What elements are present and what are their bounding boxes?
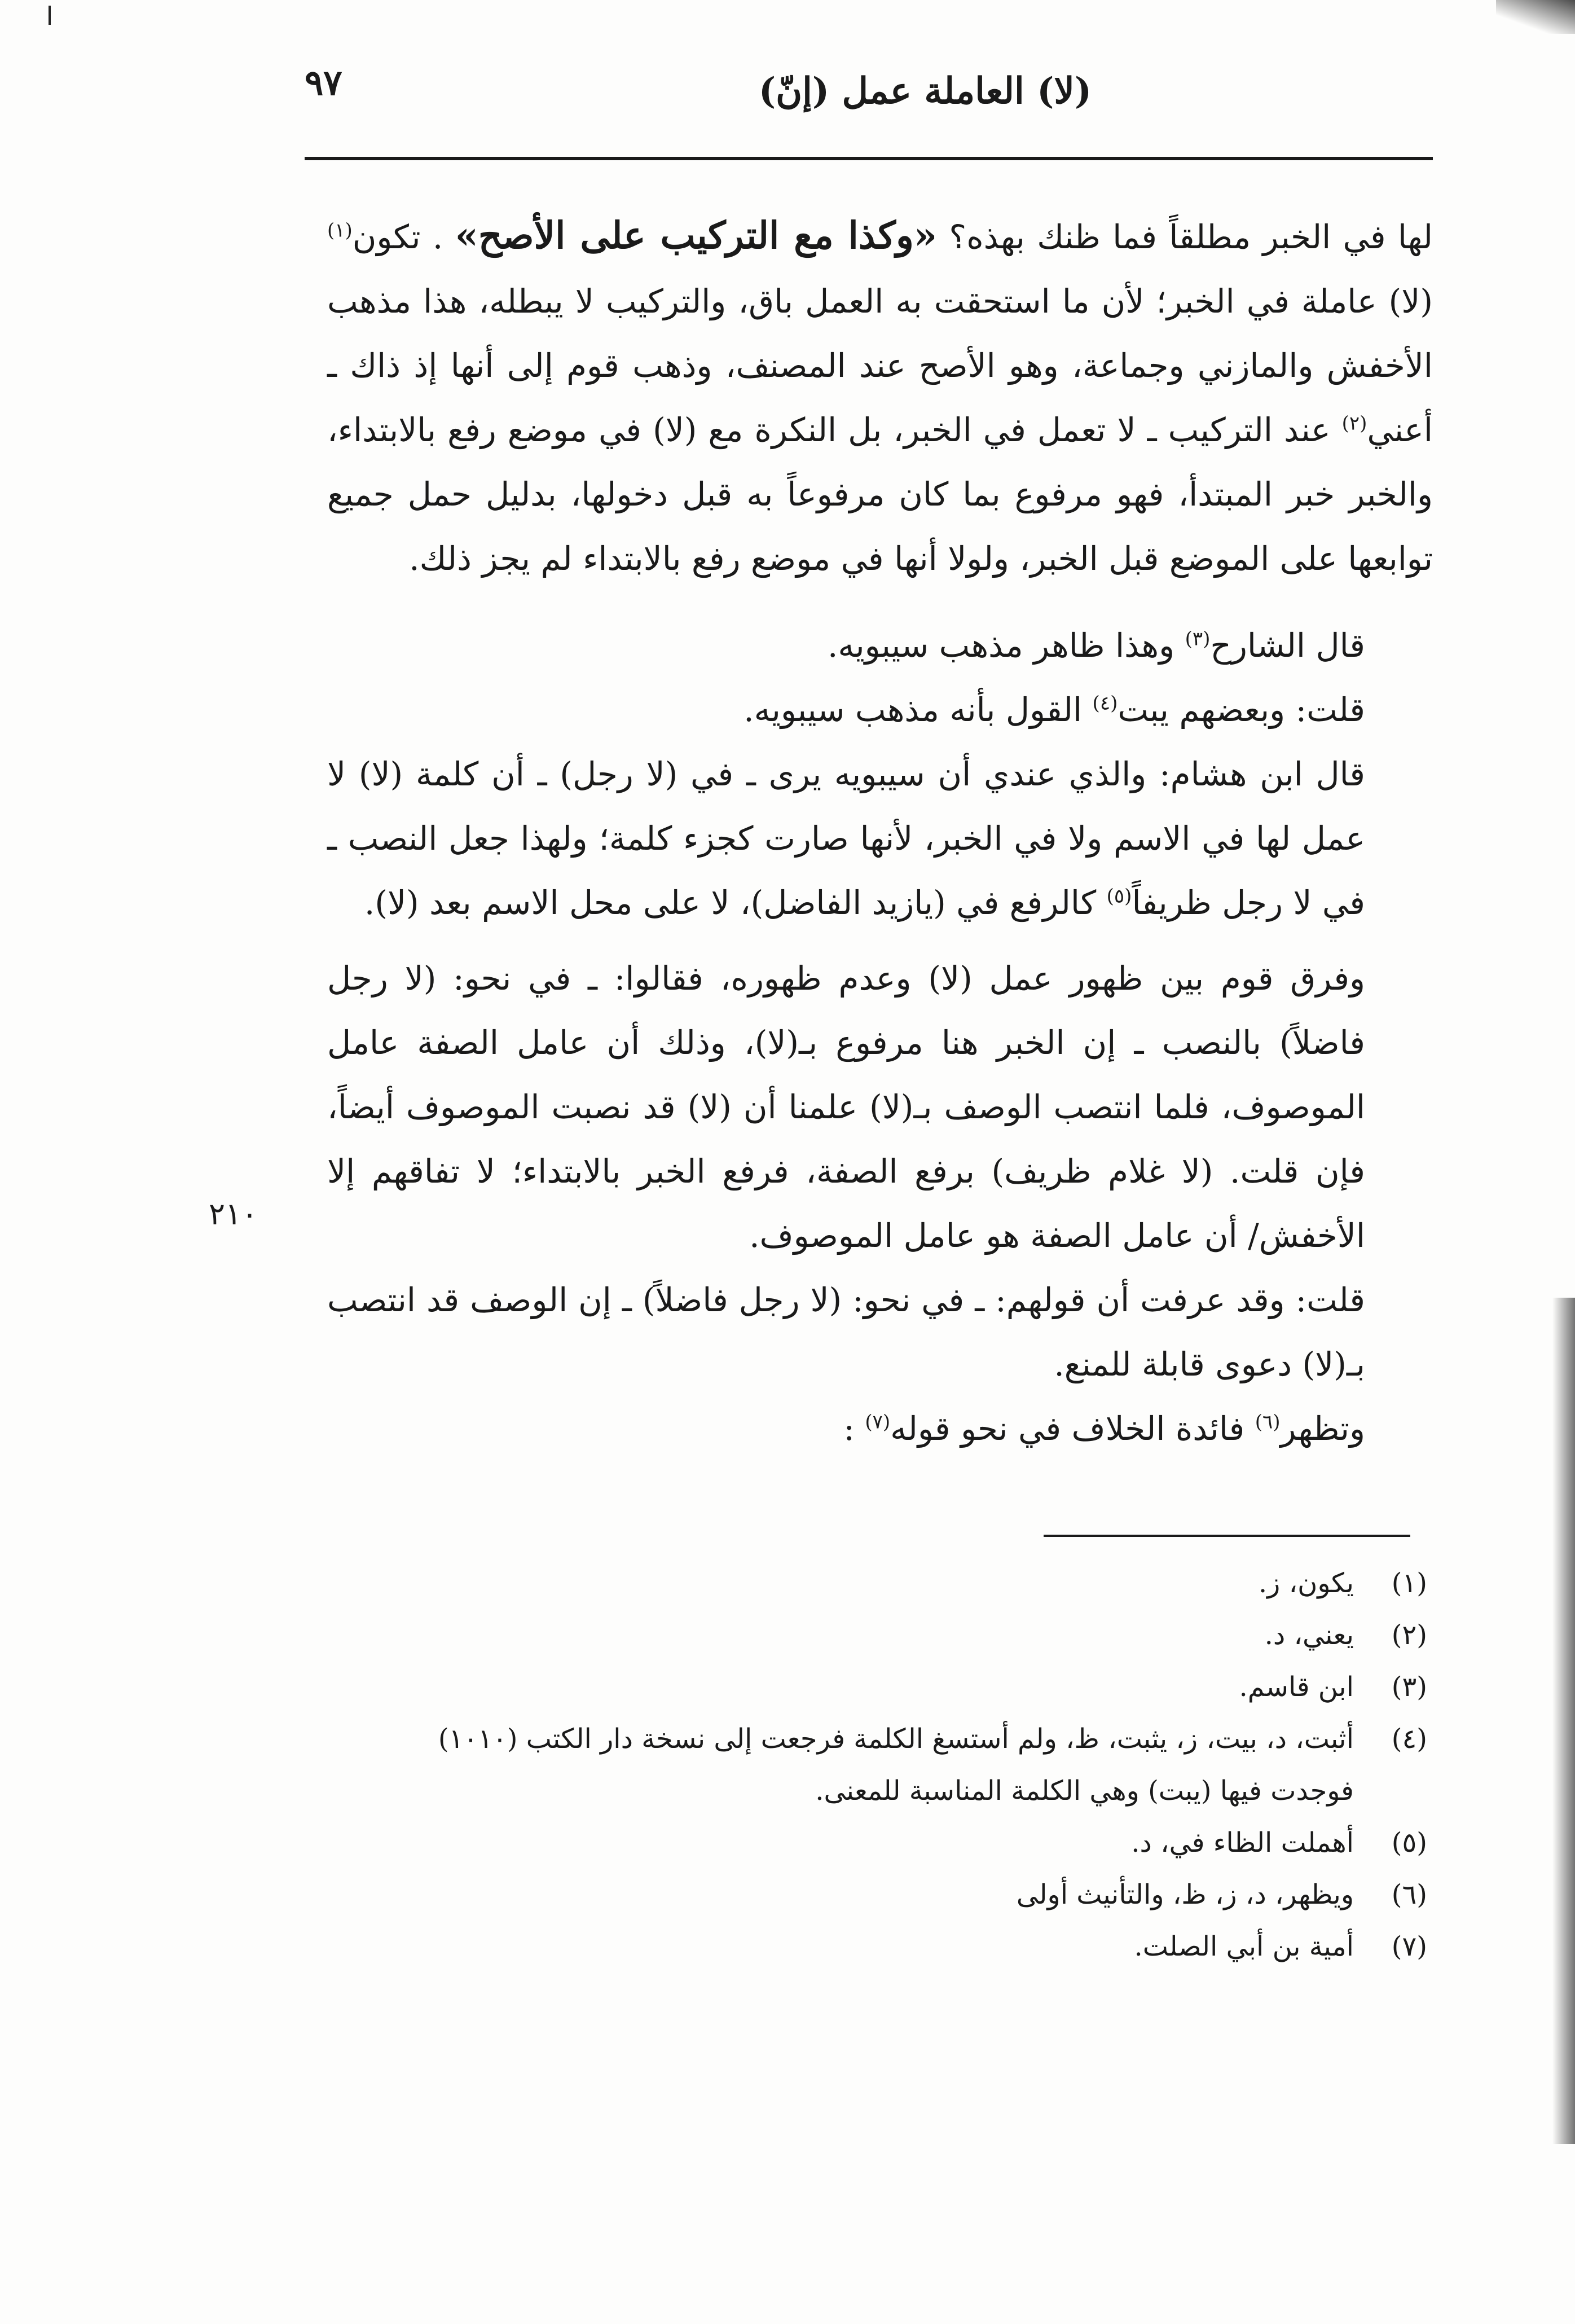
page-header — [305, 62, 1433, 130]
paragraph-3 — [327, 678, 1433, 742]
footnote-text: أمية بن أبي الصلت. — [1134, 1931, 1354, 1962]
text-run: عند التركيب ـ لا تعمل في الخبر، بل النكرة مع (لا) في موضع رفع بالابتداء، والخبر خبر المبتدأ، فهو مرفوع بما كان مرفوعاً به قبل دخولها، بدليل حمل جميع توابعها على الموضع قبل الخبر، ولولا أنها في موضع رفع بالابتداء لم يجز ذلك. — [327, 411, 1433, 578]
footnote-text: أهملت الظاء في، د. — [1131, 1827, 1354, 1859]
scan-corner-shadow — [1496, 0, 1575, 34]
footnote-rule — [1044, 1535, 1410, 1537]
scan-mark — [49, 6, 51, 25]
manuscript-folio-number: ٢١٠ — [209, 1196, 258, 1232]
text-run: قال ابن هشام: والذي عندي أن سيبويه يرى ـ في (لا رجل) ـ أن كلمة (لا) لا عمل لها في الاسم ولا في الخبر، لأنها صارت كجزء كلمة؛ ولهذا جعل النصب ـ في لا رجل ظريفاً — [327, 755, 1365, 922]
quoted-matn: «وكذا مع التركيب على الأصح» — [455, 213, 938, 257]
text-run: وتظهر — [1280, 1409, 1365, 1448]
footnote-number: (٧) — [1391, 1931, 1427, 1962]
text-run: لها في الخبر مطلقاً فما ظنك بهذه؟ — [937, 218, 1433, 256]
paragraph-5: وفرق قوم بين ظهور عمل (لا) وعدم ظهوره، فقالوا: ـ في نحو: (لا رجل فاضلاً) بالنصب ـ إن الخبر هنا مرفوع بـ(لا)، وذلك أن عامل الصفة عامل الموصوف، فلما انتصب الوصف بـ(لا) علمنا أن (لا) قد نصبت الموصوف أيضاً، فإن قلت. (لا غلام ظريف) برفع الصفة، فرفع الخبر بالابتداء؛ لا تفاقهم إلا الأخفش/ أن عامل الصفة هو عامل الموصوف. — [327, 959, 1365, 1255]
footnote-number: (٤) — [1391, 1723, 1427, 1755]
header-rule — [305, 157, 1433, 160]
footnote-item — [322, 1869, 1427, 1921]
footnote-item — [322, 1713, 1427, 1817]
footnote-ref[interactable]: (١) — [327, 219, 353, 242]
footnote-item — [322, 1661, 1427, 1713]
footnote-item — [322, 1609, 1427, 1661]
footnote-item — [322, 1817, 1427, 1869]
paragraph-1 — [327, 203, 1433, 591]
footnote-text: أثبت، د، بيت، ز، يثبت، ظ، ولم أستسغ الكلمة فرجعت إلى نسخة دار الكتب (١٠١٠) — [438, 1723, 1354, 1755]
footnote-number: (١) — [1391, 1567, 1427, 1599]
paragraph-7 — [327, 1396, 1433, 1461]
paragraph-2 — [327, 613, 1433, 678]
footnote-ref[interactable]: (٦) — [1255, 1411, 1281, 1434]
footnote-number: (٣) — [1391, 1671, 1427, 1703]
footnote-number: (٥) — [1391, 1827, 1427, 1859]
paragraph-6: قلت: وقد عرفت أن قولهم: ـ في نحو: (لا رجل فاضلاً) ـ إن الوصف قد انتصب بـ(لا) دعوى قابلة للمنع. — [327, 1281, 1365, 1383]
text-run: قلت: وبعضهم يبت — [1118, 691, 1365, 729]
text-run: وهذا ظاهر مذهب سيبويه. — [827, 626, 1185, 665]
text-run: كالرفع في (يازيد الفاضل)، لا على محل الاسم بعد (لا). — [364, 884, 1107, 922]
footnote-ref[interactable]: (٣) — [1185, 627, 1211, 651]
text-run: : — [843, 1409, 865, 1448]
scan-edge-shadow — [1552, 1298, 1575, 2144]
text-run: (لا) عاملة في الخبر؛ لأن ما استحقت به العمل باق، والتركيب لا يبطله، هذا مذهب الأخفش والمازني وجماعة، وهو الأصح عند المصنف، وذهب قوم إلى أنها إذ ذاك ـ أعني — [327, 282, 1433, 449]
text-run: القول بأنه مذهب سيبويه. — [743, 691, 1093, 729]
footnote-ref[interactable]: (٧) — [865, 1411, 891, 1434]
footnotes-list — [322, 1557, 1427, 1972]
footnote-item — [322, 1921, 1427, 1972]
footnote-ref[interactable]: (٤) — [1092, 692, 1118, 715]
running-title: (لا) العاملة عمل (إنّ) — [758, 70, 1092, 112]
footnote-number: (٦) — [1391, 1879, 1427, 1910]
footnote-continuation: فوجدت فيها (يبت) وهي الكلمة المناسبة للمعنى. — [815, 1775, 1354, 1807]
footnote-ref[interactable]: (٥) — [1106, 885, 1132, 908]
text-run: قال الشارح — [1210, 626, 1365, 665]
paragraph-4 — [327, 742, 1433, 935]
footnote-number: (٢) — [1391, 1619, 1427, 1651]
page-number: ٩٧ — [305, 62, 342, 103]
text-run: . تكون — [352, 218, 455, 256]
text-run: فائدة الخلاف في نحو قوله — [890, 1409, 1255, 1448]
footnote-item — [322, 1557, 1427, 1609]
footnote-text: ويظهر، د، ز، ظ، والتأنيث أولى — [1016, 1879, 1354, 1910]
main-text — [327, 203, 1433, 1461]
footnote-text: يعني، د. — [1264, 1619, 1354, 1651]
footnote-text: يكون، ز. — [1258, 1567, 1354, 1599]
footnote-ref[interactable]: (٢) — [1341, 412, 1367, 435]
footnote-text: ابن قاسم. — [1239, 1671, 1354, 1703]
